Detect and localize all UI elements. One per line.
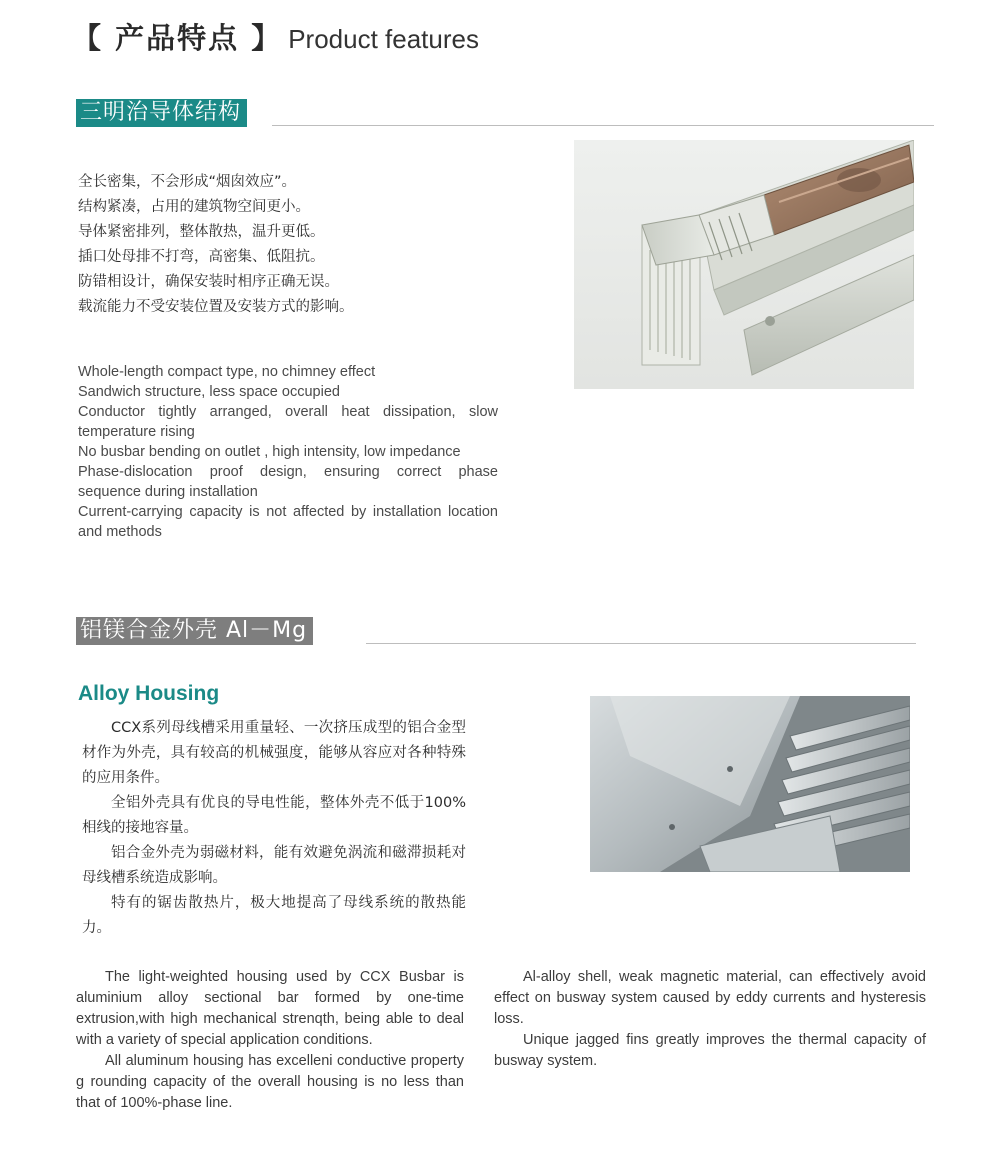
paragraph-cn: 铝合金外壳为弱磁材料，能有效避免涡流和磁滞损耗对母线槽系统造成影响。	[82, 845, 466, 886]
feature-item-en: Current-carrying capacity is not affected by installation location and methods	[78, 504, 498, 540]
section-title-alloy: 铝镁合金外壳 Al－Mg	[76, 617, 313, 645]
paragraph-cn: CCX系列母线槽采用重量轻、一次挤压成型的铝合金型材作为外壳，具有较高的机械强度，能够从容应对各种特殊的应用条件。	[82, 720, 466, 786]
feature-item-en: No busbar bending on outlet , high intensity, low impedance	[78, 444, 461, 460]
busway-product-image	[574, 140, 914, 389]
feature-item-cn: 全长密集，不会形成“烟囱效应”。	[78, 174, 297, 190]
section-header-alloy	[76, 617, 916, 645]
alloy-housing-title: Alloy Housing	[78, 682, 220, 705]
feature-item-cn: 插口处母排不打弯，高密集、低阻抗。	[78, 249, 325, 265]
section-divider	[272, 125, 934, 126]
feature-item-en: Conductor tightly arranged, overall heat dissipation, slow temperature rising	[78, 404, 498, 440]
page-title-en: Product features	[288, 24, 479, 54]
feature-item-cn: 载流能力不受安装位置及安装方式的影响。	[78, 299, 354, 315]
section-divider	[366, 643, 916, 644]
alloy-description-en-right	[494, 967, 926, 1072]
paragraph-en: All aluminum housing has excelleni conductive property g rounding capacity of the overall housing is no less than that of 100%-phase line.	[76, 1053, 464, 1111]
feature-item-cn: 导体紧密排列，整体散热，温升更低。	[78, 224, 325, 240]
alloy-housing-image	[590, 696, 910, 872]
feature-list-en	[78, 362, 498, 542]
feature-item-cn: 结构紧凑，占用的建筑物空间更小。	[78, 199, 310, 215]
feature-item-en: Phase-dislocation proof design, ensuring correct phase sequence during installation	[78, 464, 498, 500]
section-title-sandwich: 三明治导体结构	[76, 99, 247, 127]
paragraph-en: Al-alloy shell, weak magnetic material, can effectively avoid effect on busway system caused by eddy currents and hysteresis loss.	[494, 969, 926, 1027]
alloy-description-cn	[82, 716, 466, 941]
paragraph-en: The light-weighted housing used by CCX Busbar is aluminium alloy sectional bar formed by one-time extrusion,with high mechanical strenqth, being able to deal with a variety of special application conditions.	[76, 969, 464, 1048]
paragraph-cn: 特有的锯齿散热片，极大地提高了母线系统的散热能力。	[82, 895, 466, 936]
page-header	[72, 16, 479, 57]
feature-item-cn: 防错相设计，确保安装时相序正确无误。	[78, 274, 339, 290]
alloy-description-en-left	[76, 967, 464, 1114]
paragraph-cn: 全铝外壳具有优良的导电性能，整体外壳不低于100%相线的接地容量。	[82, 795, 466, 836]
page-title-cn: 【 产品特点 】	[72, 21, 283, 55]
section-header-sandwich	[76, 99, 934, 127]
feature-list-cn	[78, 170, 518, 320]
feature-item-en: Whole-length compact type, no chimney effect	[78, 364, 376, 380]
feature-item-en: Sandwich structure, less space occupied	[78, 384, 340, 400]
paragraph-en: Unique jagged fins greatly improves the thermal capacity of busway system.	[494, 1032, 926, 1069]
